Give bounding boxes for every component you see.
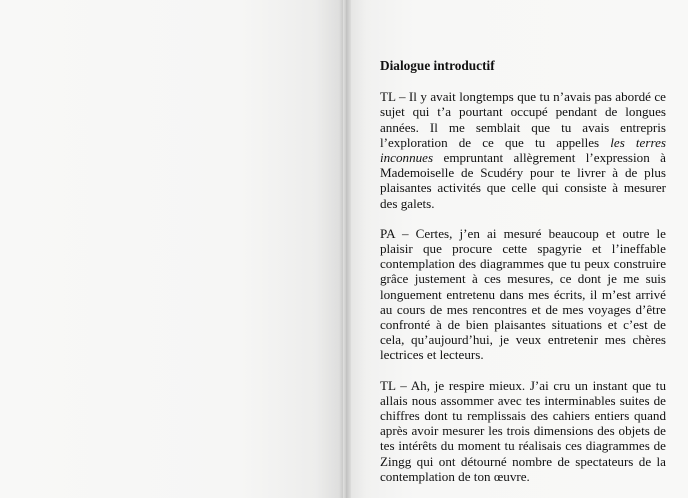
- page-text: [380, 58, 666, 484]
- book-gutter: [339, 0, 351, 498]
- left-page: [0, 0, 343, 498]
- paragraph-3: TL – Ah, je respire mieux. J’ai cru un instant que tu allais nous assommer avec tes interminables suites de chiffres dont tu remplissais des cahiers entiers quand après avoir mesurer les trois dimensions des objets de tes intérêts du moment tu réalisais ces diagrammes de Zingg qui ont détourné nombre de spectateurs de la contemplation de ton œuvre.: [380, 377, 666, 484]
- section-heading: Dialogue introductif: [380, 58, 495, 73]
- paragraph-2: PA – Certes, j’en ai mesuré beaucoup et outre le plaisir que procure cette spagyrie et l’ineffable contemplation des diagrammes que tu peux construire grâce justement à ces mesures, ce dont je me suis longuement entretenu dans mes écrits, il m’est arrivé au cours de mes rencontres et de mes voyages d’être confronté à de bien plaisantes situations et c’est de cela, qu’aujourd’hui, je veux entretenir mes chères lectrices et lecteurs.: [380, 225, 666, 363]
- paragraph-1-start: TL – Il y avait longtemps que tu n’avais pas abordé ce sujet qui t’a pourtant occupé pendant de longues années. Il me semblait que tu avais entrepris l’exploration de ce que tu appelles: [380, 89, 666, 150]
- paragraph-1-emphasis: les terres inconnues: [380, 134, 666, 166]
- paragraph-1: [380, 89, 666, 211]
- paragraph-1-end: empruntant allègrement l’expression à Mademoiselle de Scudéry pour te livrer à de plus plaisantes activités que celle qui consiste à mesurer des galets.: [380, 150, 666, 211]
